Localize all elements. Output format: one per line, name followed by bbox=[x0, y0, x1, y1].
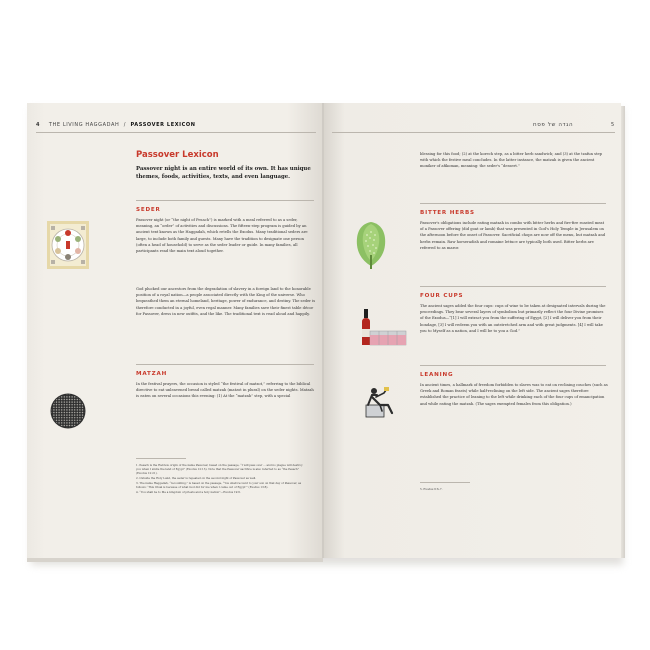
seder-paragraph-1: Passover night (or “the night of Pesach”) is marked with a meal referred to as a seder, meaning, an “order” of activities and discussions. The fifteen-step program is guided by an ancient text known as the Haggadah, which retells the Exodus. Many traditional seders are large, to include both family and guests. Many have the tradition to designate one person (often a head of household) to serve as the seder leader or guide. In many families, all participants read the main text aloud together. bbox=[136, 218, 308, 254]
lettuce-icon bbox=[354, 221, 388, 269]
header-separator: / bbox=[123, 122, 127, 128]
footnote-5: 5. Exodus 6:6–7. bbox=[420, 487, 443, 491]
right-page-number: 5 bbox=[611, 122, 615, 128]
matzah-continued-paragraph: blessing for this food; (2) at the korech step, as a bitter herb sandwich; and (3) at the tzafun step with which the festive meal concludes. In the latter instance, the matzah is given the ancient moniker of afikoman, meaning: the seder's “dessert.” bbox=[420, 152, 603, 169]
open-book bbox=[27, 103, 625, 563]
footnote-2: 2. Outside the Holy Land, the seder is repeated on the second night of Passover as well. bbox=[136, 476, 257, 481]
page-heading: Passover Lexicon bbox=[136, 150, 219, 160]
bitter-herbs-paragraph: Passover's obligations include eating matzah in combo with bitter herbs and fire-fire roasted meat of a Passover offering (did goat or lamb) that was presented in God's Holy Temple in Jerusalem on the afternoon before the onset of Passover. Sacrificial chops are now off the menu, but matzah and herbs remain. Raw horseradish and romaine lettuce are typically both used. Bitter herbs are referred to as maror. bbox=[420, 221, 606, 250]
intro-text: Passover night is an entire world of its own. It has unique themes, foods, activities, texts, and even language. bbox=[136, 166, 311, 180]
section-rule bbox=[136, 200, 314, 201]
left-page bbox=[27, 103, 323, 558]
footnotes bbox=[136, 463, 306, 495]
left-running-header bbox=[36, 122, 196, 128]
header-rule bbox=[36, 132, 316, 133]
section-title-matzah: MATZAH bbox=[136, 371, 168, 377]
footnote-4: 4. “You shall be to Me a kingdom of priests and a holy nation”—Exodus 19:6. bbox=[136, 490, 241, 494]
header-rule bbox=[332, 132, 615, 133]
matzah-icon bbox=[50, 393, 86, 429]
right-page bbox=[324, 103, 621, 558]
seder-paragraph-2: God plucked our ancestors from the degradation of slavery in a foreign land to the honorable position of a royal nation—a people associated directly with the King of the universe. Who bequeathed them an eternal homeland, heritage, power of endurance, and destiny. The seder is therefore conducted in a joyful, even regal manner. Many families save their finest table décor for Passover, dress in new outfits, and the like. The traditional text is read aloud and happily. bbox=[136, 287, 316, 316]
page-edges bbox=[621, 106, 625, 558]
left-page-number: 4 bbox=[36, 122, 41, 128]
wine-bottle-and-cups-icon bbox=[360, 309, 408, 347]
leaning-figure-icon bbox=[362, 387, 398, 419]
section-title-seder: SEDER bbox=[136, 207, 161, 213]
section-rule bbox=[136, 364, 314, 365]
running-title: THE LIVING HAGGADAH bbox=[48, 122, 120, 128]
seder-plate-icon bbox=[47, 221, 89, 269]
footnote-1: 1. Pesach is the Hebrew origin of the name Passover, based on the passage, “I will pass over ... and no plague will destroy you when I smite the land of Egypt” (Exodus 12:13). Note that the Passover sacrifice is also referred to as “the Pesach” (Exodus 12:21). bbox=[136, 463, 303, 476]
matzah-paragraph: In the festival prayers, the occasion is styled “the festival of matzot,” referring to the biblical directive to eat unleavened bread called matzah (matzot in plural) on the seder nights. Matzah is eaten on several occasions this evening: (1) At the “matzah” step, with a special bbox=[136, 382, 314, 399]
section-header-title: PASSOVER LEXICON bbox=[130, 122, 196, 128]
section-title-four-cups: FOUR CUPS bbox=[420, 293, 464, 299]
section-title-leaning: LEANING bbox=[420, 372, 454, 378]
footnote-3: 3. The name Haggadah, “recounting,” is based on the passage, “You shall recount to your son on that day of Passover, as follows: ‘This ritual is because of what God did for me when I came out of Egypt’” (Exodus 13:8). bbox=[136, 481, 302, 490]
section-rule bbox=[420, 286, 606, 287]
footnote-rule bbox=[420, 482, 470, 483]
four-cups-paragraph: The ancient sages added the four cups: cups of wine to be taken at designated intervals during the proceedings. They bear several layers of symbolism but primarily reflect the four Divine promises of the Exodus—“[1] I will extract you from the suffering of Egypt, [2] I will deliver you from their bondage, [3] I will redeem you with an outstretched arm and with great judgments. [4] I will take you to Myself as a nation, and I will be to you a God.” bbox=[420, 304, 606, 333]
section-rule bbox=[420, 203, 606, 204]
footnote-rule bbox=[136, 458, 186, 459]
leaning-paragraph: In ancient times, a hallmark of freedom forbidden to slaves was to eat on reclining couches (such as Greek and Roman feasts) while half-reclining on the left side. The ancient sages therefore established the practice of leaning to the left while drinking each of the four cups of emancipation and while eating the matzah. (The sages exempted females from this obligation.) bbox=[420, 383, 608, 406]
hebrew-running-header: הגדה של פסח bbox=[533, 122, 574, 128]
section-title-bitter-herbs: BITTER HERBS bbox=[420, 210, 475, 216]
section-rule bbox=[420, 365, 606, 366]
page-stack-bottom bbox=[27, 558, 323, 562]
